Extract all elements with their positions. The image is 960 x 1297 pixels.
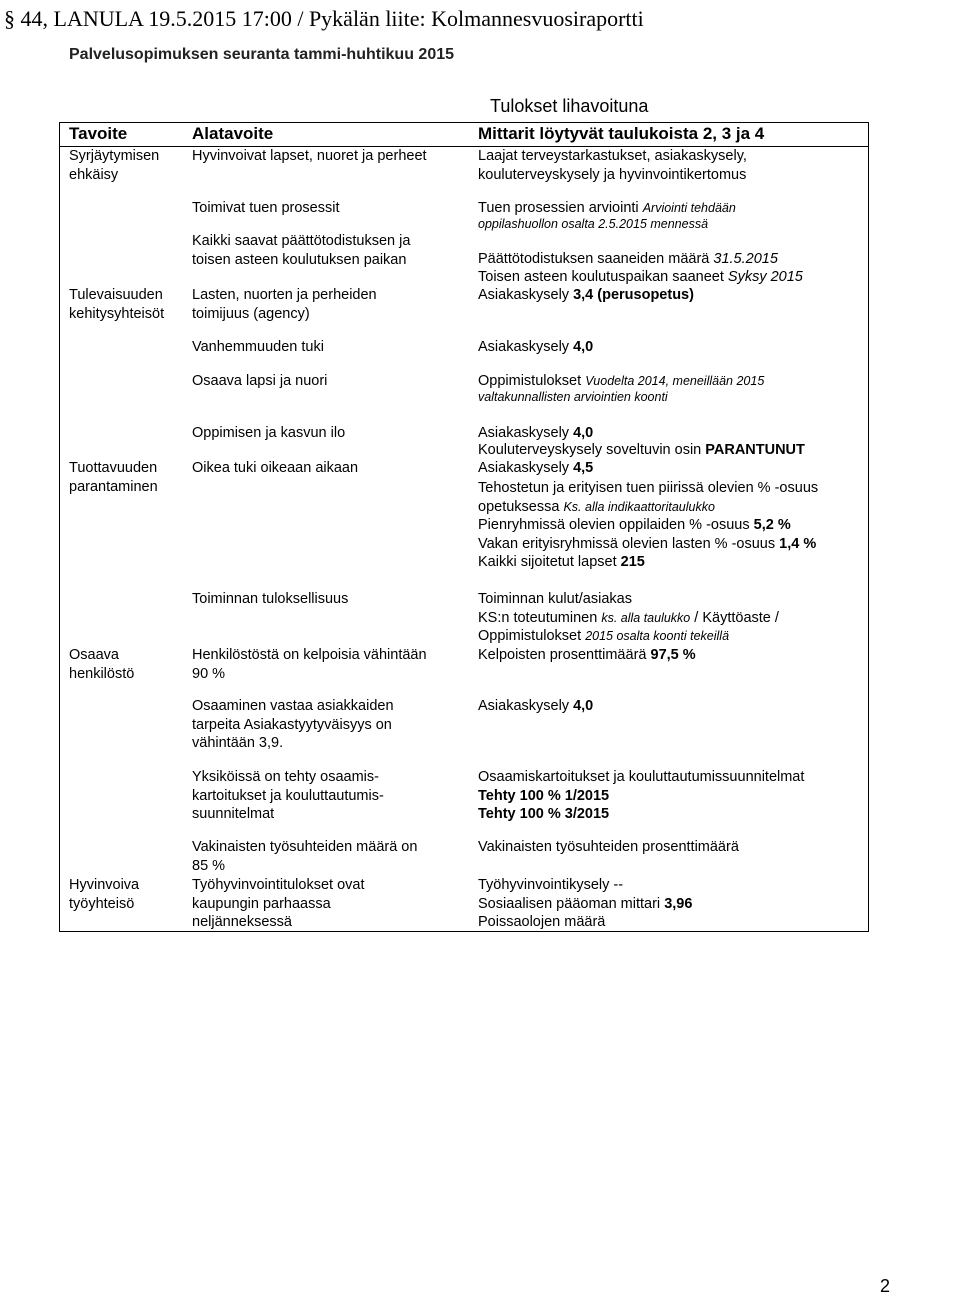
metric-note-oppilashuolto: oppilashuollon osalta 2.5.2015 mennessä: [478, 217, 709, 231]
metric-tuen-prosessit: [478, 199, 736, 218]
metric-kouluterveyskysely: [478, 441, 805, 460]
metric-text: Asiakaskysely: [478, 460, 574, 476]
goal-line: Tulevaisuuden: [69, 287, 163, 303]
metric-vakinaiset: Vakinaisten työsuhteiden prosenttimäärä: [478, 839, 739, 855]
subgoal-line: 90 %: [192, 665, 226, 682]
metric-result: 1,4 %: [779, 536, 817, 552]
subgoal-kelpoisuus: [192, 646, 427, 683]
metric-note: ks. alla taulukko: [601, 611, 691, 625]
subgoal-line: toisen asteen koulutuksen paikan: [192, 251, 407, 268]
metric-text: KS:n toteutuminen: [478, 610, 602, 626]
subgoal-osaaminen: [192, 697, 394, 753]
metric-text: Asiakaskysely: [478, 287, 574, 303]
metric-tehostettu-tuki: Tehostetun ja erityisen tuen piirissä olevien % -osuus: [478, 480, 819, 496]
subgoal-line: Henkilöstöstä on kelpoisia vähintään: [192, 647, 427, 663]
goal-line: parantaminen: [69, 478, 158, 495]
goal-hyvinvoiva-tyoyhteiso: [69, 876, 139, 913]
metric-opetuksessa: [478, 498, 715, 517]
metric-text: Oppimistulokset: [478, 628, 586, 644]
metric-line: Laajat terveystarkastukset, asiakaskysely,: [478, 148, 747, 164]
metric-note: 31.5.2015: [713, 251, 778, 267]
metric-terveystarkastukset: [478, 147, 747, 184]
goal-line: henkilöstö: [69, 665, 135, 682]
metric-text: Kaikki sijoitetut lapset: [478, 554, 621, 570]
metric-asiakaskysely-perusopetus: [478, 286, 694, 305]
metric-result: 3,96: [664, 896, 693, 912]
subgoal-oppimisen-ilo: Oppimisen ja kasvun ilo: [192, 425, 346, 441]
subgoal-line: Lasten, nuorten ja perheiden: [192, 287, 377, 303]
metric-note: 2015 osalta koonti tekeillä: [585, 629, 730, 643]
metric-result: PARANTUNUT: [705, 442, 805, 458]
metric-poissaolot: Poissaolojen määrä: [478, 914, 606, 930]
metric-result: 4,5: [573, 460, 594, 476]
subgoal-line: vähintään 3,9.: [192, 735, 284, 751]
subgoal-tuen-prosessit: Toimivat tuen prosessit: [192, 200, 340, 216]
subgoal-line: kartoitukset ja kouluttautumis-: [192, 787, 384, 804]
goal-tulevaisuuden-kehitysyhteisot: [69, 286, 164, 323]
goal-line: kehitysyhteisöt: [69, 305, 165, 322]
subgoal-line: Kaikki saavat päättötodistuksen ja: [192, 233, 411, 249]
subgoal-vakinaiset: [192, 838, 417, 875]
subgoal-line: tarpeita Asiakastyytyväisyys on: [192, 716, 392, 733]
document-subtitle: Palvelusopimuksen seuranta tammi-huhtikuu 2015: [69, 46, 455, 63]
metric-ks-toteutuminen: [478, 609, 779, 628]
metric-paattotodistus: [478, 250, 778, 269]
subgoal-hyvinvoivat: Hyvinvoivat lapset, nuoret ja perheet: [192, 148, 427, 164]
metric-oppimistulokset-2015: [478, 627, 729, 646]
subgoal-line: toimijuus (agency): [192, 305, 310, 322]
goal-osaava-henkilosto: [69, 646, 134, 683]
metric-toisen-asteen: [478, 268, 803, 287]
metric-text: Kouluterveyskysely soveltuvin osin: [478, 442, 706, 458]
goal-line: työyhteisö: [69, 895, 135, 912]
metric-asiakaskysely-oppiminen: [478, 424, 593, 443]
metric-note-valtakunnalliset: valtakunnallisten arviointien koonti: [478, 390, 668, 404]
subgoal-line: neljänneksessä: [192, 914, 292, 930]
metric-result: 4,0: [573, 339, 594, 355]
metric-asiakaskysely-vanhemmuus: [478, 338, 593, 357]
metric-result: 3,4 (perusopetus): [573, 287, 694, 303]
metric-text: Vakan erityisryhmissä olevien lasten % -osuus: [478, 536, 780, 552]
metric-text: opetuksessa: [478, 499, 564, 515]
metric-text: Asiakaskysely: [478, 339, 574, 355]
subgoal-vanhemmuuden-tuki: Vanhemmuuden tuki: [192, 339, 324, 355]
metric-tehty-1-2015: Tehty 100 % 1/2015: [478, 788, 610, 804]
metric-sosiaalinen-paaoma: [478, 895, 692, 914]
subgoal-osaamiskartoitukset: [192, 768, 384, 824]
subgoal-line: Osaaminen vastaa asiakkaiden: [192, 698, 394, 714]
metric-osaamiskartoitukset: Osaamiskartoitukset ja kouluttautumissuunnitelmat: [478, 769, 805, 785]
metric-kelpoiset: [478, 646, 696, 665]
metric-note: Syksy 2015: [727, 269, 803, 285]
subgoal-line: kaupungin parhaassa: [192, 895, 331, 912]
metric-vakan-erityisryhmat: [478, 535, 816, 554]
metric-text: Kelpoisten prosenttimäärä: [478, 647, 651, 663]
metric-text: Asiakaskysely: [478, 425, 574, 441]
goal-line: Hyvinvoiva: [69, 877, 140, 893]
subgoal-toimijuus: [192, 286, 377, 323]
metric-note: Ks. alla indikaattoritaulukko: [563, 500, 715, 514]
metric-note: Vuodelta 2014, meneillään 2015: [585, 374, 765, 388]
metric-result: 4,0: [573, 698, 594, 714]
subgoal-line: suunnitelmat: [192, 806, 275, 822]
page-number: 2: [880, 1276, 891, 1296]
goal-line: Tuottavuuden: [69, 460, 158, 476]
subgoal-line: Yksiköissä on tehty osaamis-: [192, 769, 379, 785]
metric-note: Arviointi tehdään: [642, 201, 736, 215]
metric-text: Pienryhmissä olevien oppilaiden % -osuus: [478, 517, 754, 533]
column-header-tavoite: Tavoite: [69, 124, 128, 143]
page-header: § 44, LANULA 19.5.2015 17:00 / Pykälän liite: Kolmannesvuosiraportti: [4, 6, 644, 31]
metric-asiakaskysely-tuki: [478, 459, 593, 478]
metric-kulut-asiakas: Toiminnan kulut/asiakas: [478, 591, 632, 607]
metric-tehty-3-2015: Tehty 100 % 3/2015: [478, 806, 610, 822]
metric-result: 4,0: [573, 425, 594, 441]
metric-text: Tuen prosessien arviointi: [478, 200, 643, 216]
metric-text: Toisen asteen koulutuspaikan saaneet: [478, 269, 728, 285]
metric-result: 97,5 %: [650, 647, 696, 663]
metric-result: 215: [620, 554, 645, 570]
goal-tuottavuuden-parantaminen: [69, 459, 158, 496]
metric-pienryhmat: [478, 516, 791, 535]
metric-oppimistulokset: [478, 372, 764, 391]
goal-line: Syrjäytymisen: [69, 148, 160, 164]
goal-line: ehkäisy: [69, 166, 119, 183]
column-header-alatavoite: Alatavoite: [192, 124, 274, 143]
metric-tyohyvinvointikysely: Työhyvinvointikysely --: [478, 877, 624, 893]
subgoal-paattotodistus: [192, 232, 410, 269]
goal-syrjaytymisen-ehkaisy: [69, 147, 159, 184]
metric-text: Päättötodistuksen saaneiden määrä: [478, 251, 714, 267]
subgoal-line: Vakinaisten työsuhteiden määrä on: [192, 839, 418, 855]
metric-result: 5,2 %: [753, 517, 791, 533]
goal-line: Osaava: [69, 647, 119, 663]
subgoal-tyohyvinvointi: [192, 876, 364, 932]
metric-asiakaskysely-osaaminen: [478, 697, 593, 716]
column-header-mittarit: Mittarit löytyvät taulukoista 2, 3 ja 4: [478, 124, 765, 143]
subgoal-line: Työhyvinvointitulokset ovat: [192, 877, 365, 893]
metric-text: Asiakaskysely: [478, 698, 574, 714]
metric-text: Oppimistulokset: [478, 373, 586, 389]
subgoal-line: 85 %: [192, 857, 226, 874]
subgoal-tuloksellisuus: Toiminnan tuloksellisuus: [192, 591, 349, 607]
subgoal-oikea-tuki: Oikea tuki oikeaan aikaan: [192, 460, 359, 476]
subgoal-osaava-lapsi: Osaava lapsi ja nuori: [192, 373, 328, 389]
results-bold-note: Tulokset lihavoituna: [490, 96, 649, 116]
metric-text: / Käyttöaste /: [690, 610, 779, 626]
metric-line: kouluterveyskysely ja hyvinvointikertomus: [478, 166, 747, 183]
metric-text: Sosiaalisen pääoman mittari: [478, 896, 665, 912]
metric-sijoitetut-lapset: [478, 553, 645, 572]
